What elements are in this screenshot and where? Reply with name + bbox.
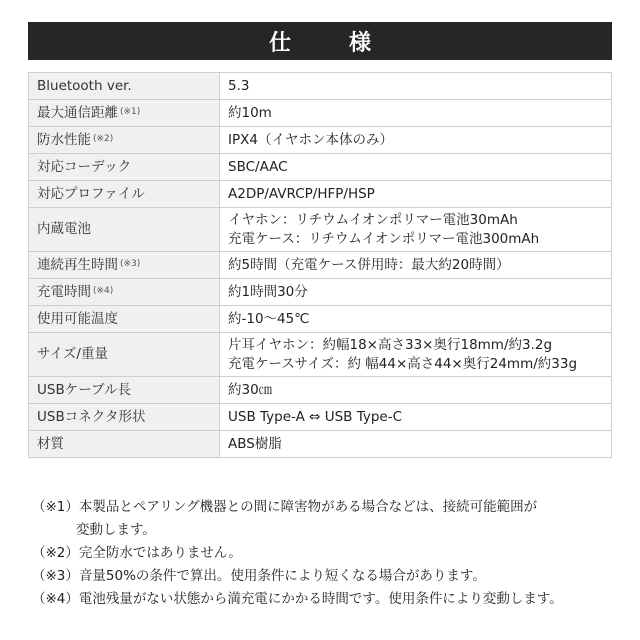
spec-label: 最大通信距離 [37,105,118,121]
spec-value: 充電ケース：リチウムイオンポリマー電池300mAh [228,230,540,247]
footnote-line [32,542,622,565]
spec-label: 防水性能 [37,132,91,148]
spec-table-body [29,73,612,458]
spec-value-cell [220,431,612,458]
footnote-mark: （※4） [32,591,79,607]
spec-label: 内蔵電池 [37,221,91,237]
spec-value-cell [220,154,612,181]
spec-value: SBC/AAC [228,158,288,175]
spec-row [29,404,612,431]
spec-label-cell [29,306,220,333]
spec-value: A2DP/AVRCP/HFP/HSP [228,185,375,202]
spec-row [29,252,612,279]
spec-value-cell [220,333,612,377]
spec-label-cell [29,100,220,127]
footnote-mark: （※2） [32,545,79,561]
spec-value: 約30㎝ [228,381,273,398]
spec-title-bar [28,22,612,60]
spec-value: イヤホン：リチウムイオンポリマー電池30mAh [228,211,518,228]
footnote-text: 本製品とペアリング機器との間に障害物がある場合などは、接続可能範囲が [78,499,538,515]
footnote-line [32,565,622,588]
spec-value-cell [220,252,612,279]
spec-label-cell [29,431,220,458]
spec-value-cell [220,73,612,100]
spec-row [29,181,612,208]
spec-row [29,333,612,377]
spec-value: ABS樹脂 [228,435,282,452]
spec-label-cell [29,208,220,252]
footnote-mark [32,519,76,542]
spec-row [29,73,612,100]
spec-value: 5.3 [228,77,250,94]
footnote-text: 変動します。 [76,522,156,538]
footnote-line [32,519,622,542]
spec-label: 対応コーデック [37,158,132,175]
spec-value-cell [220,306,612,333]
spec-value-cell [220,100,612,127]
spec-value: IPX4（イヤホン本体のみ） [228,131,393,148]
spec-value-cell [220,404,612,431]
spec-note-ref: (※3) [120,259,141,269]
spec-label-cell [29,181,220,208]
spec-note-ref: (※2) [93,134,114,144]
spec-value: 約1時間30分 [228,283,308,300]
footnote-line [32,496,622,519]
spec-row [29,100,612,127]
spec-value: 片耳イヤホン：約幅18×高さ33×奥行18mm/約3.2g [228,336,553,353]
spec-label: Bluetooth ver. [37,77,132,94]
spec-value: USB Type-A ⇔ USB Type-C [228,408,403,425]
spec-value-cell [220,208,612,252]
spec-row [29,127,612,154]
spec-label: 充電時間 [37,284,91,300]
spec-row [29,377,612,404]
spec-row [29,279,612,306]
spec-row [29,154,612,181]
spec-value: 約-10〜45℃ [228,310,310,327]
spec-label-cell [29,252,220,279]
spec-label-cell [29,154,220,181]
footnotes [32,496,622,611]
spec-label: 対応プロファイル [37,185,145,202]
spec-value-cell [220,127,612,154]
spec-label-cell [29,127,220,154]
spec-row [29,431,612,458]
spec-label-cell [29,333,220,377]
spec-value: 約5時間（充電ケース併用時：最大約20時間） [228,256,510,273]
spec-label: USBケーブル長 [37,381,131,398]
spec-label: 使用可能温度 [37,310,118,327]
footnote-text: 電池残量がない状態から満充電にかかる時間です。使用条件により変動します。 [78,591,563,607]
spec-label-cell [29,73,220,100]
spec-table [28,72,612,458]
spec-label-cell [29,404,220,431]
spec-label: サイズ/重量 [37,346,108,362]
footnote-text: 音量50%の条件で算出。使用条件により短くなる場合があります。 [78,568,486,584]
spec-label: 材質 [37,435,64,452]
footnote-mark: （※3） [32,568,79,584]
spec-value-cell [220,279,612,306]
spec-row [29,208,612,252]
spec-label-cell [29,279,220,306]
spec-note-ref: (※4) [93,286,114,296]
spec-label: USBコネクタ形状 [37,408,146,425]
spec-title: 仕 様 [268,30,389,56]
spec-label-cell [29,377,220,404]
spec-note-ref: (※1) [120,107,141,117]
spec-value-cell [220,377,612,404]
spec-value: 約10m [228,104,272,121]
spec-row [29,306,612,333]
footnote-line [32,588,622,611]
spec-value: 充電ケースサイズ：約 幅44×高さ44×奥行24mm/約33g [228,355,578,372]
footnote-mark: （※1） [32,499,79,515]
spec-label: 連続再生時間 [37,257,118,273]
spec-value-cell [220,181,612,208]
footnote-text: 完全防水ではありません。 [78,545,242,561]
